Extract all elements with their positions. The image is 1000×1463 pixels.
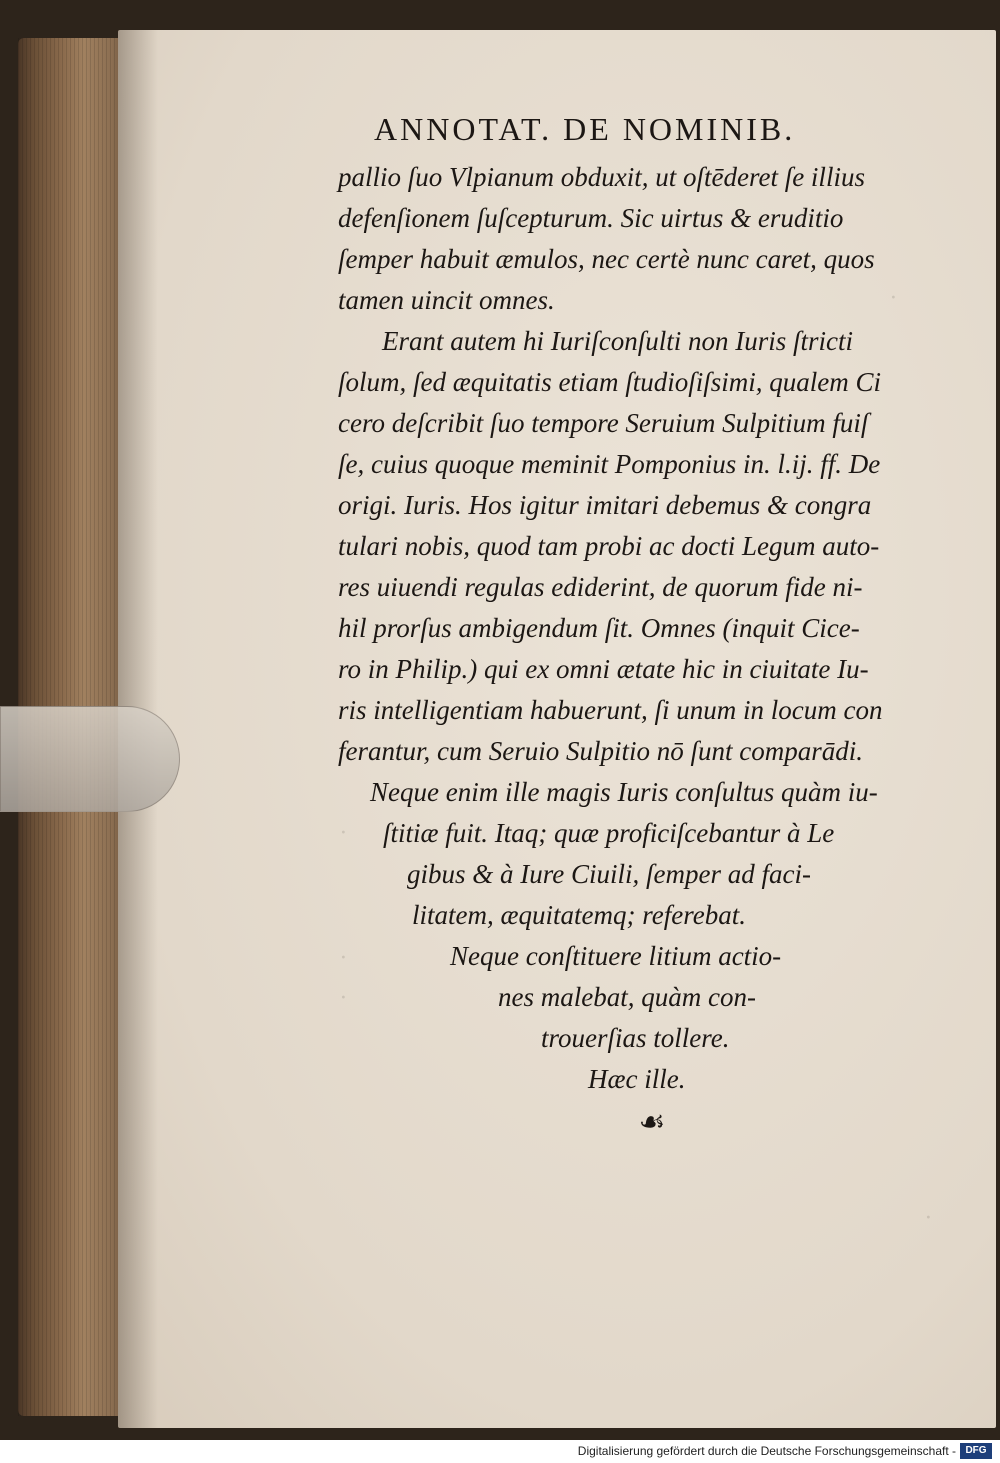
text-line: ſolum, ſed æquitatis etiam ſtudioſiſsimi, qualem Ci bbox=[338, 367, 882, 397]
text-line: Erant autem hi Iuriſconſulti non Iuris ſtricti bbox=[382, 326, 853, 356]
text-line: hil prorſus ambigendum ſit. Omnes (inquit Cice- bbox=[338, 613, 860, 643]
book-page bbox=[118, 30, 996, 1428]
bleed-through-mark: · bbox=[340, 945, 346, 971]
text-line: Neque conſtituere litium actio- bbox=[450, 941, 782, 971]
page-clip bbox=[0, 706, 180, 812]
fleuron-ornament: ☙ bbox=[638, 1105, 666, 1140]
running-header: ANNOTAT. DE NOMINIB. bbox=[374, 111, 796, 147]
funding-credit: Digitalisierung gefördert durch die Deutsche Forschungsgemeinschaft - bbox=[577, 1444, 956, 1458]
bleed-through-mark: · bbox=[890, 285, 896, 311]
dfg-logo: DFG bbox=[960, 1443, 992, 1459]
text-line: ſe, cuius quoque meminit Pomponius in. l.ij. ff. De bbox=[338, 449, 881, 479]
text-line: pallio ſuo Vlpianum obduxit, ut oſtēderet ſe illius bbox=[338, 162, 865, 192]
text-line: ſtitiæ fuit. Itaq; quæ proficiſcebantur à Le bbox=[383, 818, 835, 848]
bleed-through-mark: · bbox=[340, 820, 346, 846]
text-line: ris intelligentiam habuerunt, ſi unum in locum con bbox=[338, 695, 883, 725]
text-line: nes malebat, quàm con- bbox=[498, 982, 756, 1012]
text-line: origi. Iuris. Hos igitur imitari debemus & congra bbox=[338, 490, 872, 520]
text-line: res uiuendi regulas ediderint, de quorum fide ni- bbox=[338, 572, 863, 602]
text-line: ſemper habuit æmulos, nec certè nunc caret, quos bbox=[338, 244, 875, 274]
bleed-through-mark: · bbox=[340, 985, 346, 1011]
text-line: defenſionem ſuſcepturum. Sic uirtus & eruditio bbox=[338, 203, 844, 233]
text-line: ro in Philip.) qui ex omni ætate hic in ciuitate Iu- bbox=[338, 654, 869, 684]
text-line: tulari nobis, quod tam probi ac docti Legum auto- bbox=[338, 531, 880, 561]
text-line: Hæc ille. bbox=[588, 1064, 686, 1094]
text-line: ferantur, cum Seruio Sulpitio nō ſunt comparādi. bbox=[338, 736, 863, 766]
text-line: Neque enim ille magis Iuris conſultus quàm iu- bbox=[370, 777, 878, 807]
text-line: gibus & à Iure Ciuili, ſemper ad faci- bbox=[407, 859, 811, 889]
text-line: tamen uincit omnes. bbox=[338, 285, 555, 315]
text-line: litatem, æquitatemq; referebat. bbox=[412, 900, 746, 930]
bleed-through-mark: · bbox=[925, 1205, 931, 1231]
text-line: trouerſias tollere. bbox=[541, 1023, 730, 1053]
footer-bar bbox=[0, 1440, 1000, 1463]
text-line: cero deſcribit ſuo tempore Seruium Sulpitium fuiſ bbox=[338, 408, 869, 438]
